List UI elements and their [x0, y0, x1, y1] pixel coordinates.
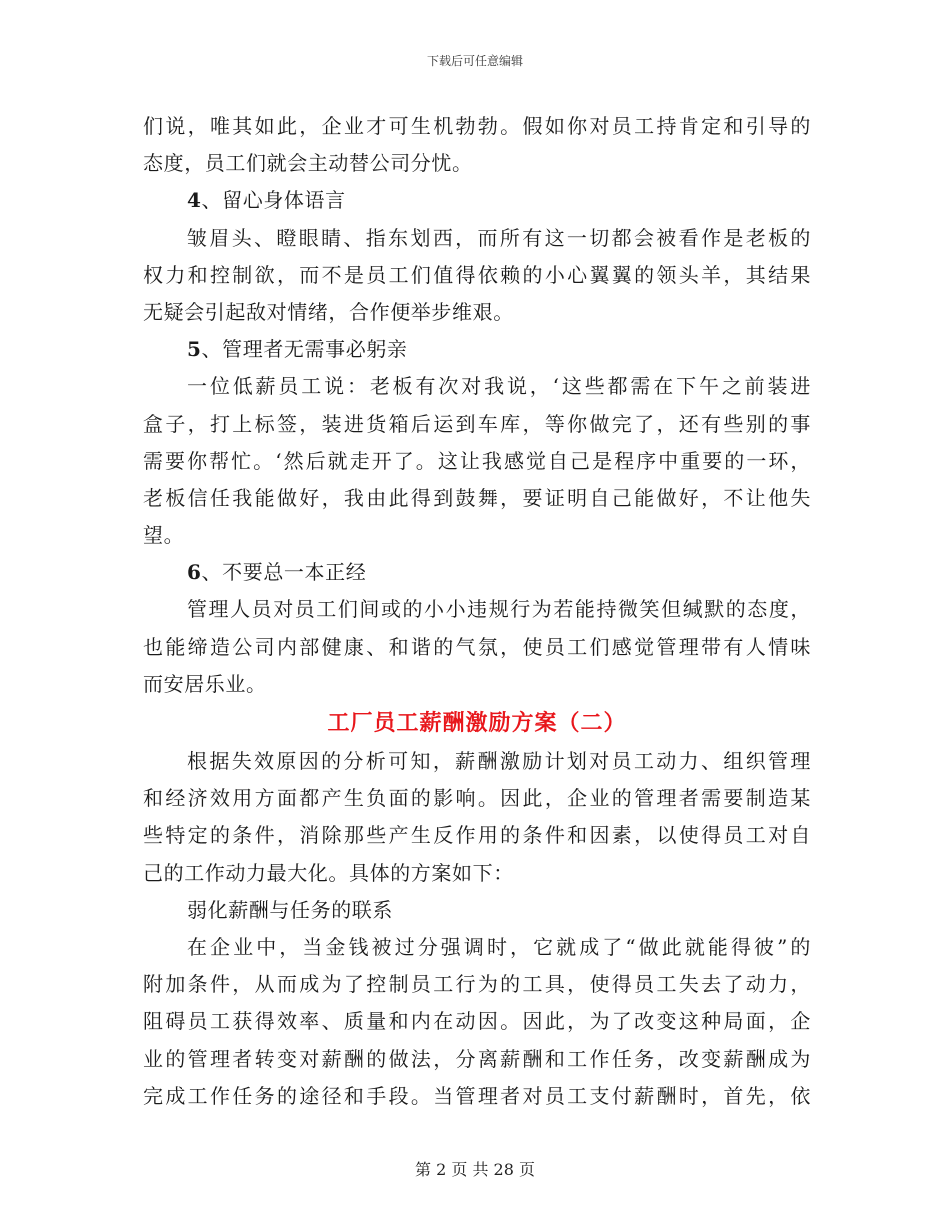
paragraph-line: 业的管理者转变对薪酬的做法，分离薪酬和工作任务，改变薪酬成为 — [143, 1046, 811, 1071]
page-header: 下载后可任意编辑 — [426, 54, 523, 68]
list-heading-5: 5、管理者无需事必躬亲 — [187, 337, 408, 362]
list-heading-6: 6、不要总一本正经 — [187, 560, 367, 585]
list-number: 6 — [187, 560, 202, 585]
list-heading-4: 4、留心身体语言 — [187, 188, 346, 213]
paragraph-line: 完成工作任务的途径和手段。当管理者对员工支付薪酬时，首先，依 — [143, 1083, 811, 1108]
paragraph-line: 些特定的条件，消除那些产生反作用的条件和因素，以使得员工对自 — [143, 823, 811, 848]
paragraph-line: 望。 — [143, 523, 185, 548]
paragraph-line: 盒子，打上标签，装进货箱后运到车库，等你做完了，还有些别的事 — [143, 411, 811, 436]
paragraph-line: 在企业中，当金钱被过分强调时，它就成了“做此就能得彼”的 — [187, 934, 811, 959]
paragraph-line: 根据失效原因的分析可知，薪酬激励计划对员工动力、组织管理 — [187, 749, 811, 773]
paragraph-line: 老板信任我能做好，我由此得到鼓舞，要证明自己能做好，不让他失 — [143, 485, 811, 510]
paragraph-line: 管理人员对员工们间或的小小违规行为若能持微笑但缄默的态度， — [187, 597, 811, 622]
paragraph-line: 权力和控制欲，而不是员工们值得依赖的小心翼翼的领头羊，其结果 — [143, 262, 811, 287]
paragraph-line: 也能缔造公司内部健康、和谐的气氛，使员工们感觉管理带有人情味 — [143, 634, 811, 659]
paragraph-line: 阻碍员工获得效率、质量和内在动因。因此，为了改变这种局面，企 — [143, 1009, 811, 1034]
paragraph-line: 们说，唯其如此，企业才可生机勃勃。假如你对员工持肯定和引导的 — [143, 114, 811, 138]
list-number: 5 — [187, 337, 202, 362]
section-title: 工厂员工薪酬激励方案（二） — [327, 710, 627, 736]
document-body — [143, 108, 811, 1115]
paragraph-line: 无疑会引起敌对情绪，合作便举步维艰。 — [143, 299, 514, 324]
paragraph-line: 一位低薪员工说：老板有次对我说，‘这些都需在下午之前装进 — [187, 374, 811, 399]
paragraph-line: 和经济效用方面都产生负面的影响。因此，企业的管理者需要制造某 — [143, 786, 811, 811]
page-footer: 第 2 页 共 28 页 — [415, 1160, 535, 1179]
paragraph-line: 态度，员工们就会主动替公司分忧。 — [143, 151, 473, 176]
paragraph-line: 需要你帮忙。‘然后就走开了。这让我感觉自己是程序中重要的一环， — [143, 448, 811, 473]
paragraph-line: 皱眉头、瞪眼睛、指东划西，而所有这一切都会被看作是老板的 — [187, 225, 811, 250]
paragraph-line: 己的工作动力最大化。具体的方案如下： — [143, 860, 514, 885]
list-number: 4 — [187, 188, 202, 213]
paragraph-line: 而安居乐业。 — [143, 671, 267, 696]
paragraph-line: 附加条件，从而成为了控制员工行为的工具，使得员工失去了动力， — [143, 972, 811, 997]
subheading: 弱化薪酬与任务的联系 — [187, 897, 393, 922]
